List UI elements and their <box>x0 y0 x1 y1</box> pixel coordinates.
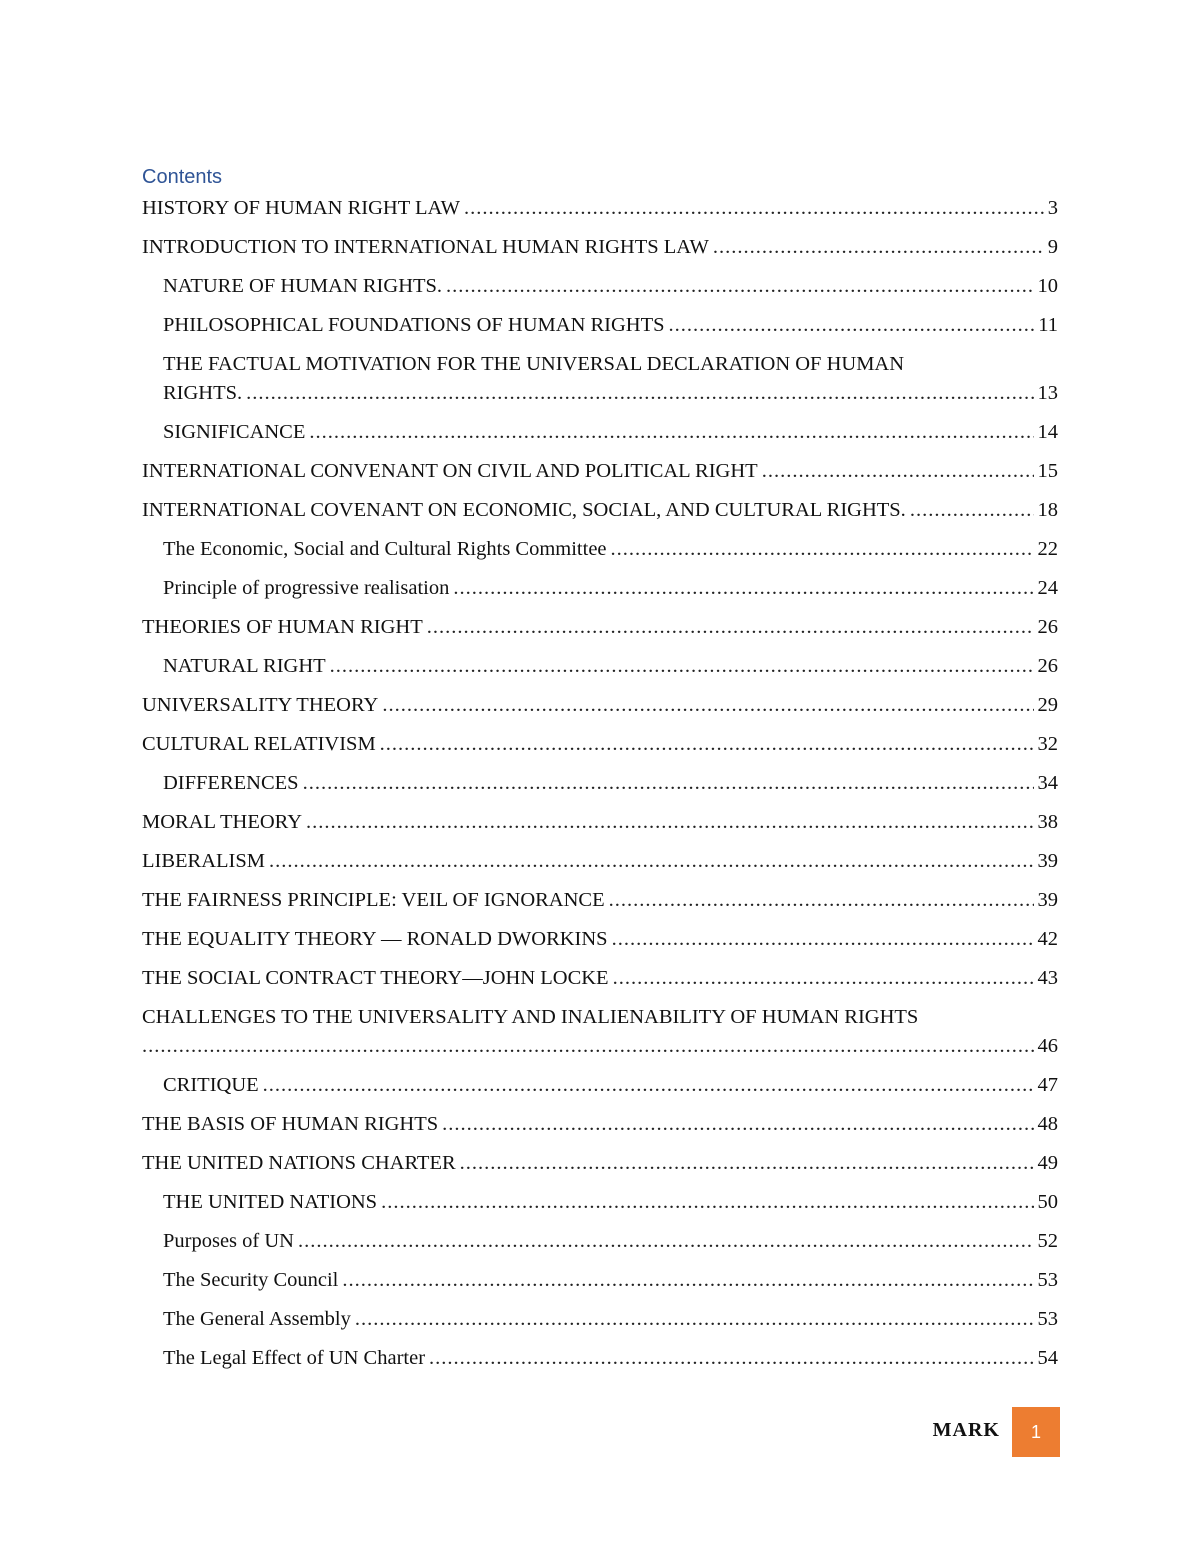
toc-entry-page-number: 52 <box>1037 1230 1058 1252</box>
contents-heading: Contents <box>142 166 223 188</box>
toc-entry-page-number: 15 <box>1037 460 1058 482</box>
toc-entry-page-number: 54 <box>1037 1347 1058 1369</box>
toc-entry-title: RIGHTS. <box>163 382 243 404</box>
toc-entry[interactable] <box>163 272 1058 301</box>
toc-leader-dots <box>269 847 1034 876</box>
toc-entry-page-number: 24 <box>1037 577 1058 599</box>
toc-entry-page-number: 18 <box>1037 499 1058 521</box>
toc-entry-page-number: 29 <box>1037 694 1058 716</box>
toc-entry-page-number: 53 <box>1037 1269 1058 1291</box>
toc-entry[interactable] <box>163 350 1058 408</box>
toc-entry[interactable] <box>142 496 1058 525</box>
toc-entry-title: The Security Council <box>163 1269 339 1291</box>
toc-entry[interactable] <box>142 847 1058 876</box>
toc-leader-dots <box>306 808 1033 837</box>
toc-entry[interactable] <box>163 418 1058 447</box>
toc-entry-title: The Legal Effect of UN Charter <box>163 1347 426 1369</box>
toc-entry-page-number: 34 <box>1037 772 1058 794</box>
toc-leader-dots <box>910 496 1034 525</box>
toc-entry-title: INTERNATIONAL CONVENANT ON CIVIL AND POLITICAL RIGHT <box>142 460 758 482</box>
toc-entry[interactable] <box>142 1110 1058 1139</box>
toc-leader-dots <box>355 1305 1034 1334</box>
toc-entry-title: Purposes of UN <box>163 1230 294 1252</box>
toc-entry[interactable] <box>163 1188 1058 1217</box>
toc-entry[interactable] <box>163 1305 1058 1334</box>
toc-entry[interactable] <box>163 1266 1058 1295</box>
toc-entry-title: NATURE OF HUMAN RIGHTS. <box>163 275 443 297</box>
toc-entry-title: THE SOCIAL CONTRACT THEORY—JOHN LOCKE <box>142 967 609 989</box>
toc-entry-title: THE BASIS OF HUMAN RIGHTS <box>142 1113 439 1135</box>
toc-entry-title: The General Assembly <box>163 1308 351 1330</box>
toc-entry-title: PHILOSOPHICAL FOUNDATIONS OF HUMAN RIGHTS <box>163 314 665 336</box>
toc-entry-title: LIBERALISM <box>142 850 265 872</box>
toc-entry-page-number: 53 <box>1037 1308 1058 1330</box>
toc-entry-page-number: 22 <box>1037 538 1058 560</box>
toc-entry[interactable] <box>142 691 1058 720</box>
toc-entry-page-number: 13 <box>1037 382 1058 404</box>
toc-entry-page-number: 14 <box>1037 421 1058 443</box>
toc-entry-page-number: 42 <box>1037 928 1058 950</box>
toc-leader-dots <box>342 1266 1033 1295</box>
page-number-box <box>1012 1407 1060 1457</box>
toc-entry-title: INTRODUCTION TO INTERNATIONAL HUMAN RIGHTS LAW <box>142 236 709 258</box>
toc-entry-page-number: 39 <box>1037 889 1058 911</box>
toc-entry-page-number: 46 <box>1037 1035 1058 1057</box>
toc-leader-dots <box>453 574 1033 603</box>
toc-entry-page-number: 11 <box>1038 314 1058 336</box>
toc-leader-dots <box>609 886 1034 915</box>
toc-leader-dots <box>613 964 1034 993</box>
toc-entry[interactable] <box>142 964 1058 993</box>
toc-entry[interactable] <box>142 233 1058 262</box>
toc-entry-title: THE UNITED NATIONS CHARTER <box>142 1152 456 1174</box>
toc-entry[interactable] <box>163 652 1058 681</box>
toc-leader-dots <box>381 1188 1033 1217</box>
toc-entry-title: The Economic, Social and Cultural Rights Committee <box>163 538 607 560</box>
toc-leader-dots <box>464 194 1044 223</box>
toc-leader-dots <box>246 379 1033 408</box>
toc-entry-page-number: 38 <box>1037 811 1058 833</box>
toc-entry[interactable] <box>163 1344 1058 1373</box>
toc-entry-page-number: 50 <box>1037 1191 1058 1213</box>
toc-entry[interactable] <box>142 925 1058 954</box>
table-of-contents <box>142 194 1058 1383</box>
toc-entry[interactable] <box>142 808 1058 837</box>
toc-leader-dots <box>382 691 1033 720</box>
toc-leader-dots <box>611 535 1034 564</box>
toc-leader-dots <box>612 925 1034 954</box>
toc-leader-dots <box>142 1032 1034 1061</box>
toc-leader-dots <box>427 613 1034 642</box>
toc-leader-dots <box>303 769 1034 798</box>
toc-entry-title: MORAL THEORY <box>142 811 303 833</box>
toc-entry-title: THE UNITED NATIONS <box>163 1191 378 1213</box>
toc-entry-title: HISTORY OF HUMAN RIGHT LAW <box>142 197 461 219</box>
toc-leader-dots <box>446 272 1033 301</box>
toc-entry[interactable] <box>142 1003 1058 1061</box>
toc-entry-page-number: 49 <box>1037 1152 1058 1174</box>
toc-entry-page-number: 43 <box>1037 967 1058 989</box>
footer-author: MARK <box>932 1419 1000 1441</box>
toc-leader-dots <box>762 457 1034 486</box>
toc-entry-page-number: 26 <box>1037 616 1058 638</box>
toc-entry[interactable] <box>163 1071 1058 1100</box>
toc-entry-title: SIGNIFICANCE <box>163 421 306 443</box>
toc-leader-dots <box>298 1227 1034 1256</box>
toc-entry[interactable] <box>142 457 1058 486</box>
toc-entry-title: DIFFERENCES <box>163 772 299 794</box>
toc-leader-dots <box>429 1344 1033 1373</box>
toc-leader-dots <box>713 233 1044 262</box>
toc-entry-page-number: 3 <box>1047 197 1058 219</box>
toc-entry-title-first-line: CHALLENGES TO THE UNIVERSALITY AND INALIENABILITY OF HUMAN RIGHTS <box>142 1006 919 1028</box>
toc-entry-page-number: 48 <box>1037 1113 1058 1135</box>
toc-entry[interactable] <box>163 311 1058 340</box>
toc-leader-dots <box>442 1110 1033 1139</box>
toc-entry-title: THE FAIRNESS PRINCIPLE: VEIL OF IGNORANCE <box>142 889 605 911</box>
toc-entry[interactable] <box>163 769 1058 798</box>
toc-entry-title: CRITIQUE <box>163 1074 259 1096</box>
toc-leader-dots <box>669 311 1035 340</box>
toc-entry[interactable] <box>142 886 1058 915</box>
toc-entry-title: THEORIES OF HUMAN RIGHT <box>142 616 423 638</box>
toc-entry-page-number: 47 <box>1037 1074 1058 1096</box>
toc-entry-page-number: 9 <box>1047 236 1058 258</box>
toc-entry-title: CULTURAL RELATIVISM <box>142 733 376 755</box>
toc-entry[interactable] <box>142 613 1058 642</box>
toc-entry-page-number: 39 <box>1037 850 1058 872</box>
toc-entry[interactable] <box>163 1227 1058 1256</box>
toc-entry[interactable] <box>163 574 1058 603</box>
toc-leader-dots <box>263 1071 1034 1100</box>
toc-entry-title: INTERNATIONAL COVENANT ON ECONOMIC, SOCIAL, AND CULTURAL RIGHTS. <box>142 499 906 521</box>
toc-entry-title: Principle of progressive realisation <box>163 577 450 599</box>
toc-leader-dots <box>309 418 1033 447</box>
toc-entry-title: NATURAL RIGHT <box>163 655 326 677</box>
toc-entry-title-first-line: THE FACTUAL MOTIVATION FOR THE UNIVERSAL DECLARATION OF HUMAN <box>163 353 905 375</box>
toc-entry-title: UNIVERSALITY THEORY <box>142 694 379 716</box>
toc-leader-dots <box>460 1149 1034 1178</box>
toc-entry[interactable] <box>142 194 1058 223</box>
toc-entry-page-number: 10 <box>1037 275 1058 297</box>
toc-entry[interactable] <box>142 730 1058 759</box>
toc-entry[interactable] <box>163 535 1058 564</box>
toc-leader-dots <box>380 730 1034 759</box>
page-number: 1 <box>1030 1421 1041 1442</box>
page-footer <box>0 1407 1200 1457</box>
toc-entry-page-number: 26 <box>1037 655 1058 677</box>
toc-entry-page-number: 32 <box>1037 733 1058 755</box>
toc-entry[interactable] <box>142 1149 1058 1178</box>
toc-leader-dots <box>330 652 1034 681</box>
toc-entry-title: THE EQUALITY THEORY — RONALD DWORKINS <box>142 928 608 950</box>
